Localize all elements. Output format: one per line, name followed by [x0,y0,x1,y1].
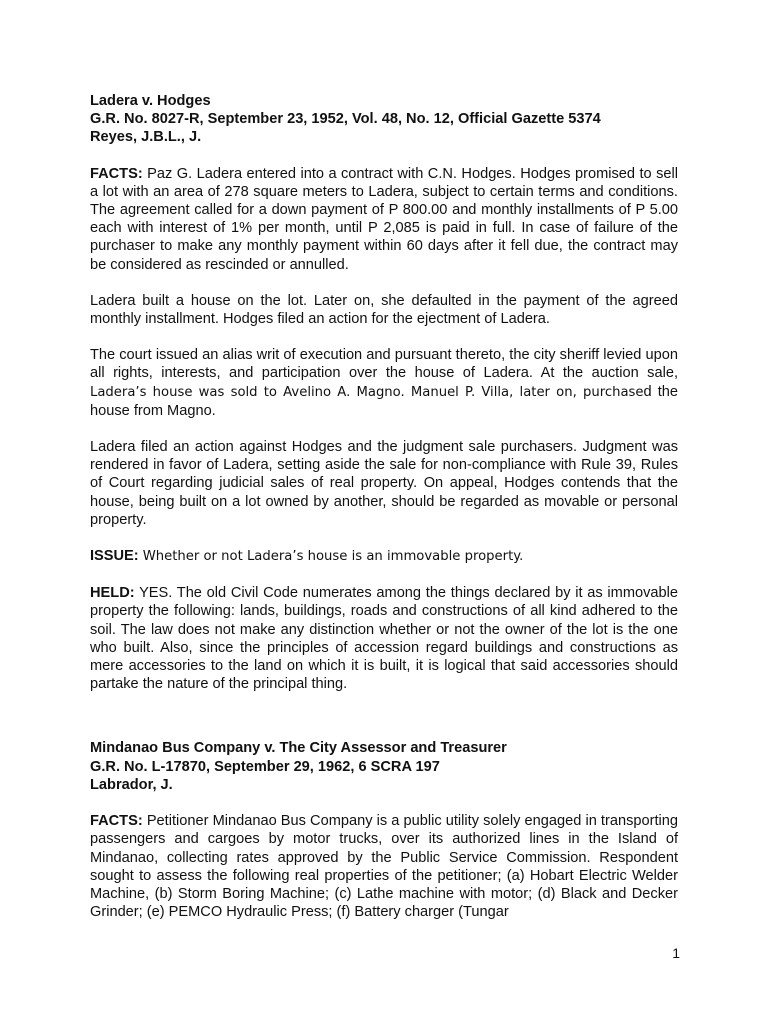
case-title: Ladera v. Hodges [90,93,211,109]
case-ponente: Labrador, J. [90,776,173,793]
facts-paragraph-3 [90,346,678,420]
page-number: 1 [672,945,680,961]
facts-text-b: Ladera’s house was sold to Avelino A. Magno. Manuel P. Villa, later on, purchase [90,384,644,400]
case-mindanao-bus [90,739,678,921]
facts-label: FACTS: [90,813,143,830]
case-citation: G.R. No. 8027-R, September 23, 1952, Vol. 48, No. 12, Official Gazette 5374 [90,111,601,128]
facts-text-c: d the house from Magno. [90,383,678,419]
facts-paragraph [90,812,678,921]
issue-paragraph [90,547,678,566]
held-paragraph [90,584,678,693]
facts-paragraph-2: Ladera built a house on the lot. Later on, she defaulted in the payment of the agreed monthly installment. Hodges filed an action for the ejectment of Ladera. [90,292,678,328]
document-page [90,92,678,921]
case-title: Mindanao Bus Company v. The City Assessor and Treasurer [90,740,507,757]
facts-paragraph [90,165,678,274]
facts-text-a: The court issued an alias writ of execution and pursuant thereto, the city sheriff levied upon all rights, interests, and participation over the house of Ladera. At the auction sale, [90,347,678,382]
facts-text: Paz G. Ladera entered into a contract with C.N. Hodges. Hodges promised to sell a lot with an area of 278 square meters to Ladera, subject to certain terms and conditions. The agreement called for a down payment of P 800.00 and monthly installments of P 5.00 each with interest of 1% per month, until P 2,085 is paid in full. In case of failure of the purchaser to make any monthly payment within 60 days after it fell due, the contract may be considered as rescinded or annulled. [90,165,678,273]
facts-label: FACTS: [90,165,143,182]
case-ladera-v-hodges [90,92,678,693]
case-ponente: Reyes, J.B.L., J. [90,129,202,146]
facts-text: Petitioner Mindanao Bus Company is a public utility solely engaged in transporting passengers and cargoes by motor trucks, over its authorized lines in the Island of Mindanao, collecting rates approved by the Public Service Commission. Respondent sought to assess the following real properties of the petitioner; (a) Hobart Electric Welder Machine, (b) Storm Boring Machine; (c) Lathe machine with motor; (d) Black and Decker Grinder; (e) PEMCO Hydraulic Press; (f) Battery charger (Tungar [90,813,678,921]
facts-paragraph-4: Ladera filed an action against Hodges and the judgment sale purchasers. Judgment was rendered in favor of Ladera, setting aside the sale for non-compliance with Rule 39, Rules of Court regarding judicial sales of real property. On appeal, Hodges contends that the house, being built on a lot owned by another, should be regarded as movable or personal property. [90,439,678,528]
issue-label: ISSUE: [90,548,139,565]
held-label: HELD: [90,585,135,602]
case-citation: G.R. No. L-17870, September 29, 1962, 6 SCRA 197 [90,758,440,775]
held-text: YES. The old Civil Code numerates among the things declared by it as immovable property the following: lands, buildings, roads and constructions of all kind adhered to the soil. The law does not make any distinction whether or not the owner of the lot is the one who built. Also, since the principles of accession regard buildings and constructions as mere accessories to the land on which it is built, it is logical that said accessories should partake the nature of the principal thing. [90,585,678,693]
issue-text: Whether or not Ladera’s house is an immovable property. [142,549,524,565]
